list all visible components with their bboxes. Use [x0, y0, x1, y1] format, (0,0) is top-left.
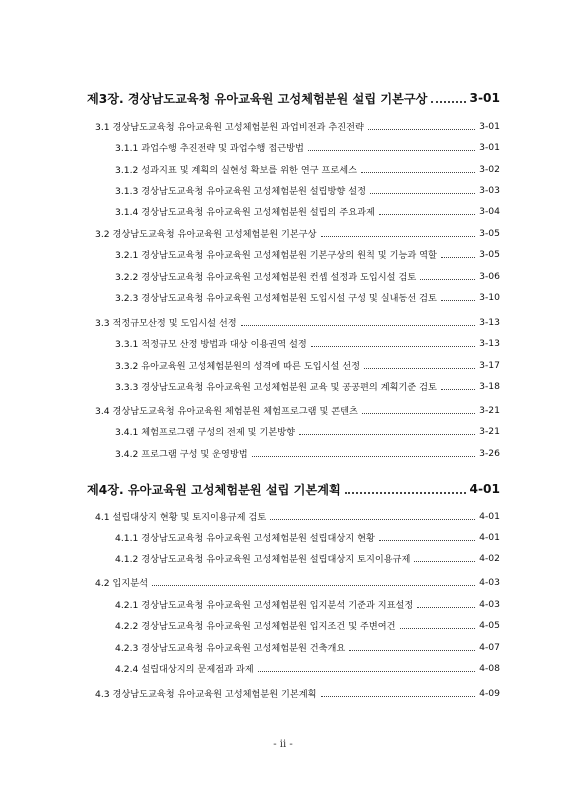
- toc-title: 3.2 경상남도교육청 유아교육원 고성체험분원 기본구상: [95, 229, 317, 240]
- toc-title: 4.1.1 경상남도교육청 유아교육원 고성체험분원 설립대상지 현황: [115, 533, 375, 544]
- toc-title: 제3장. 경상남도교육청 유아교육원 고성체험분원 설립 기본구상: [87, 91, 428, 106]
- toc-subsection[interactable]: [115, 527, 500, 547]
- dot-leader: [345, 492, 466, 494]
- toc-subsection[interactable]: [115, 244, 500, 264]
- dot-leader: [321, 696, 476, 697]
- toc-page-number: 3-02: [479, 163, 500, 175]
- toc-page-number: 3-17: [479, 359, 500, 371]
- toc-title: 3.1.3 경상남도교육청 유아교육원 고성체험분원 설립방향 설정: [115, 186, 366, 197]
- toc-page-number: 3-10: [479, 291, 500, 303]
- toc-chapter[interactable]: [87, 479, 500, 499]
- toc-subsection[interactable]: [115, 421, 500, 441]
- toc-title: 3.4.2 프로그램 구성 및 운영방법: [115, 449, 248, 460]
- toc-title: 4.1 설립대상지 현황 및 토지이용규제 검토: [95, 512, 267, 523]
- toc-section[interactable]: [95, 223, 500, 243]
- toc-title: 3.1.1 과업수행 추진전략 및 과업수행 접근방법: [115, 143, 304, 154]
- toc-page-number: 3-21: [479, 404, 500, 416]
- toc-page-number: 3-01: [479, 120, 500, 132]
- dot-leader: [362, 413, 475, 414]
- toc-page-number: 3-13: [479, 337, 500, 349]
- toc-page-number: 4-01: [479, 531, 500, 543]
- page-footer-number: - ii -: [273, 739, 293, 750]
- toc-section[interactable]: [95, 683, 500, 703]
- dot-leader: [441, 389, 475, 390]
- toc-section[interactable]: [95, 506, 500, 526]
- toc-page-number: 4-07: [479, 641, 500, 653]
- toc-subsection[interactable]: [115, 287, 500, 307]
- dot-leader: [414, 561, 475, 562]
- dot-leader: [152, 585, 475, 586]
- dot-leader: [349, 650, 475, 651]
- dot-leader: [370, 193, 475, 194]
- toc-title: 4.3 경상남도교육청 유아교육원 고성체험분원 기본계획: [95, 689, 317, 700]
- toc-page-number: 4-03: [479, 598, 500, 610]
- toc-page-number: 4-01: [479, 510, 500, 522]
- dot-leader: [299, 434, 475, 435]
- toc-title: 3.1 경상남도교육청 유아교육원 고성체험분원 과업비전과 추진전략: [95, 122, 364, 133]
- toc-title: 3.2.3 경상남도교육청 유아교육원 고성체험분원 도입시설 구성 및 실내동선 검토: [115, 293, 437, 304]
- toc-section[interactable]: [95, 400, 500, 420]
- toc-title: 4.2.4 설립대상지의 문제점과 과제: [115, 664, 254, 675]
- dot-leader: [270, 519, 475, 520]
- toc-page-number: 3-04: [479, 205, 500, 217]
- toc-subsection[interactable]: [115, 266, 500, 286]
- dot-leader: [321, 236, 476, 237]
- toc-subsection[interactable]: [115, 443, 500, 463]
- toc-title: 3.3.2 유아교육원 고성체험분원의 성격에 따른 도입시설 선정: [115, 361, 361, 372]
- toc-page-number: 3-05: [479, 227, 500, 239]
- toc-title: 4.2 입지분석: [95, 578, 149, 589]
- dot-leader: [420, 279, 475, 280]
- toc-page-number: 3-01: [469, 91, 500, 105]
- dot-leader: [441, 300, 475, 301]
- dot-leader: [431, 101, 465, 103]
- toc-page-number: 3-13: [479, 316, 500, 328]
- toc-subsection[interactable]: [115, 548, 500, 568]
- toc-page-number: 4-03: [479, 576, 500, 588]
- toc-title: 3.1.2 성과지표 및 계획의 실현성 확보를 위한 연구 프로세스: [115, 165, 357, 176]
- toc-section[interactable]: [95, 116, 500, 136]
- toc-subsection[interactable]: [115, 201, 500, 221]
- toc-subsection[interactable]: [115, 637, 500, 657]
- toc-subsection[interactable]: [115, 376, 500, 396]
- dot-leader: [364, 368, 475, 369]
- dot-leader: [361, 172, 475, 173]
- dot-leader: [400, 628, 476, 629]
- dot-leader: [379, 540, 475, 541]
- dot-leader: [258, 671, 476, 672]
- toc-subsection[interactable]: [115, 137, 500, 157]
- toc-title: 3.3.1 적정규모 산정 방법과 대상 이용권역 설정: [115, 339, 307, 350]
- toc-subsection[interactable]: [115, 355, 500, 375]
- dot-leader: [379, 214, 475, 215]
- toc-subsection[interactable]: [115, 180, 500, 200]
- toc-subsection[interactable]: [115, 615, 500, 635]
- toc-page-number: 3-03: [479, 184, 500, 196]
- toc-subsection[interactable]: [115, 159, 500, 179]
- toc-title: 3.2.1 경상남도교육청 유아교육원 고성체험분원 기본구상의 원칙 및 기능과 역할: [115, 250, 437, 261]
- toc-page-number: 4-09: [479, 687, 500, 699]
- toc-title: 3.3 적정규모산정 및 도입시설 선정: [95, 318, 237, 329]
- toc-subsection[interactable]: [115, 658, 500, 678]
- toc-section[interactable]: [95, 572, 500, 592]
- toc-title: 4.2.3 경상남도교육청 유아교육원 고성체험분원 건축개요: [115, 643, 346, 654]
- dot-leader: [241, 325, 475, 326]
- dot-leader: [417, 607, 475, 608]
- toc-page-number: 3-05: [479, 248, 500, 260]
- toc-page-number: 3-26: [479, 447, 500, 459]
- toc-page-number: 3-06: [479, 270, 500, 282]
- toc-page-number: 3-18: [479, 380, 500, 392]
- toc-section[interactable]: [95, 312, 500, 332]
- toc-subsection[interactable]: [115, 594, 500, 614]
- dot-leader: [252, 456, 475, 457]
- toc-page-number: 4-05: [479, 619, 500, 631]
- toc-chapter[interactable]: [87, 88, 500, 108]
- toc-page-number: 4-02: [479, 552, 500, 564]
- dot-leader: [441, 257, 475, 258]
- toc-title: 3.1.4 경상남도교육청 유아교육원 고성체험분원 설립의 주요과제: [115, 207, 375, 218]
- toc-page-number: 3-01: [479, 141, 500, 153]
- toc-title: 3.3.3 경상남도교육청 유아교육원 고성체험분원 교육 및 공공편의 계획기준 검토: [115, 382, 437, 393]
- dot-leader: [311, 346, 475, 347]
- toc-title: 4.1.2 경상남도교육청 유아교육원 고성체험분원 설립대상지 토지이용규제: [115, 554, 411, 565]
- toc-title: 3.4.1 체험프로그램 구성의 전제 및 기본방향: [115, 427, 295, 438]
- toc-page-number: 4-01: [469, 482, 500, 496]
- toc-title: 3.4 경상남도교육청 유아교육원 체험분원 체험프로그램 및 콘텐츠: [95, 406, 358, 417]
- toc-title: 제4장. 유아교육원 고성체험분원 설립 기본계획: [87, 482, 341, 497]
- toc-title: 3.2.2 경상남도교육청 유아교육원 고성체험분원 컨셉 설정과 도입시설 검토: [115, 272, 417, 283]
- toc-subsection[interactable]: [115, 333, 500, 353]
- dot-leader: [368, 129, 475, 130]
- toc-page-number: 3-21: [479, 425, 500, 437]
- toc-title: 4.2.2 경상남도교육청 유아교육원 고성체험분원 입지조건 및 주변여건: [115, 621, 396, 632]
- dot-leader: [308, 150, 475, 151]
- toc-page-number: 4-08: [479, 662, 500, 674]
- toc-title: 4.2.1 경상남도교육청 유아교육원 고성체험분원 입지분석 기준과 지표설정: [115, 600, 414, 611]
